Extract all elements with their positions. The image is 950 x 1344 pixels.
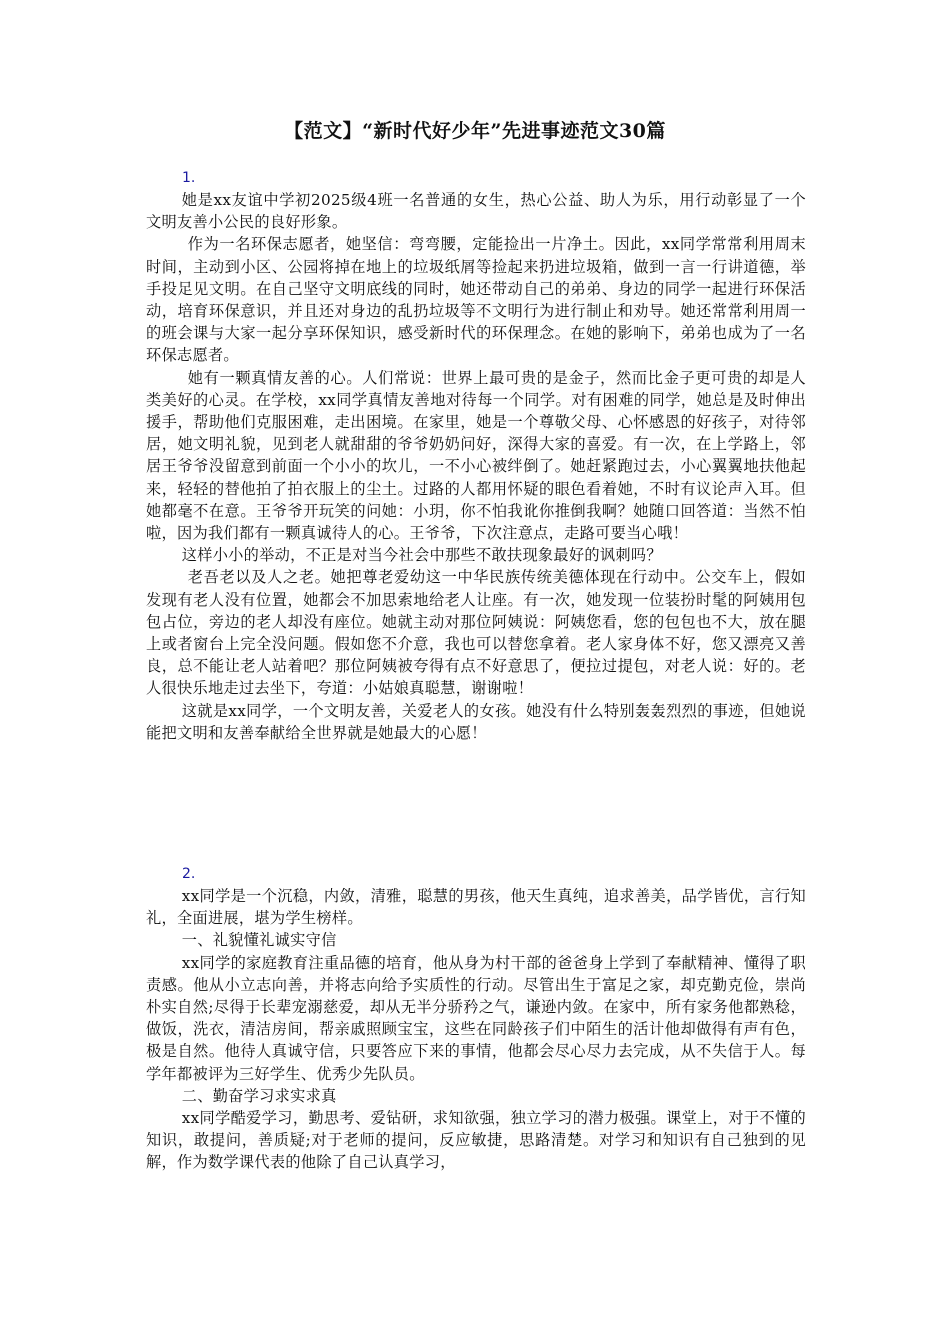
essay-number: 2. [182, 866, 196, 882]
paragraph: 她有一颗真情友善的心。人们常说：世界上最可贵的是金子，然而比金子更可贵的却是人类美好的心灵。在学校，xx同学真情友善地对待每一个同学。对有困难的同学，她总是及时伸出援手，帮助他们克服困难，走出困境。在家里，她是一个尊敬父母、心怀感恩的好孩子，对待邻居，她文明礼貌，见到老人就甜甜的爷爷奶奶问好，深得大家的喜爱。有一次，在上学路上，邻居王爷爷没留意到前面一个小小的坎儿，一不小心被绊倒了。她赶紧跑过去，小心翼翼地扶他起来，轻轻的替他拍了拍衣服上的尘土。过路的人都用怀疑的眼色看着她，不时有议论声入耳。但她都毫不在意。王爷爷开玩笑的问她：小玥，你不怕我讹你推倒我啊？她随口回答道：当然不怕啦，因为我们都有一颗真诚待人的心。王爷爷，下次注意点，走路可要当心哦！ [146, 368, 806, 543]
paragraph: 老吾老以及人之老。她把尊老爱幼这一中华民族传统美德体现在行动中。公交车上，假如发现有老人没有位置，她都会不加思索地给老人让座。有一次，她发现一位装扮时髦的阿姨用包包占位，旁边的老人却没有座位。她就主动对那位阿姨说：阿姨您看，您的包包也不大，放在腿上或者窗台上完全没问题。假如您不介意，我也可以替您拿着。老人家身体不好，您又漂亮又善良，总不能让老人站着吧？那位阿姨被夸得有点不好意思了，便拉过提包，对老人说：好的。老人很快乐地走过去坐下，夸道：小姑娘真聪慧，谢谢啦！ [146, 568, 806, 698]
essay-section-1 [146, 170, 806, 744]
paragraph: 这样小小的举动，不正是对当今社会中那些不敢扶现象最好的讽刺吗？ [181, 546, 662, 565]
essay-section-2 [146, 866, 806, 1174]
paragraph: xx同学酷爱学习，勤思考、爱钻研，求知欲强，独立学习的潜力极强。课堂上，对于不懂的知识，敢提问，善质疑;对于老师的提问，反应敏捷，思路清楚。对学习和知识有自己独到的见解，作为数学课代表的他除了自己认真学习， [146, 1109, 806, 1172]
paragraph: 作为一名环保志愿者，她坚信：弯弯腰，定能捡出一片净土。因此，xx同学常常利用周末时间，主动到小区、公园将掉在地上的垃圾纸屑等捡起来扔进垃圾箱，做到一言一行讲道德，举手投足见文明。在自己坚守文明底线的同时，她还带动自己的弟弟、身边的同学一起进行环保活动，培育环保意识，并且还对身边的乱扔垃圾等不文明行为进行制止和劝导。她还常常利用周一的班会课与大家一起分享环保知识，感受新时代的环保理念。在她的影响下，弟弟也成为了一名环保志愿者。 [146, 235, 806, 365]
subheading: 二、勤奋学习求实求真 [181, 1086, 337, 1105]
paragraph: 这就是xx同学，一个文明友善，关爱老人的女孩。她没有什么特别轰轰烈烈的事迹，但她说能把文明和友善奉献给全世界就是她最大的心愿！ [146, 701, 806, 742]
paragraph: xx同学是一个沉稳，内敛，清雅，聪慧的男孩，他天生真纯，追求善美，品学皆优，言行知礼，全面进展，堪为学生榜样。 [146, 887, 806, 928]
paragraph: xx同学的家庭教育注重品德的培育，他从身为村干部的爸爸身上学到了奉献精神、懂得了职责感。他从小立志向善，并将志向给予实质性的行动。尽管出生于富足之家，却克勤克俭，崇尚朴实自然;尽得于长辈宠溺慈爱，却从无半分骄矜之气，谦逊内敛。在家中，所有家务他都熟稔，做饭，洗衣，清洁房间，帮亲戚照顾宝宝，这些在同龄孩子们中陌生的活计他却做得有声有色，极是自然。他待人真诚守信，只要答应下来的事情，他都会尽心尽力去完成，从不失信于人。每学年都被评为三好学生、优秀少先队员。 [146, 953, 806, 1083]
essay-number: 1. [182, 170, 196, 186]
subheading: 一、礼貌懂礼诚实守信 [181, 931, 337, 950]
document-title: 【范文】“新时代好少年”先进事迹范文30篇 [284, 120, 666, 142]
paragraph: 她是xx友谊中学初2025级4班一名普通的女生，热心公益、助人为乐，用行动彰显了一个文明友善小公民的良好形象。 [146, 191, 806, 232]
